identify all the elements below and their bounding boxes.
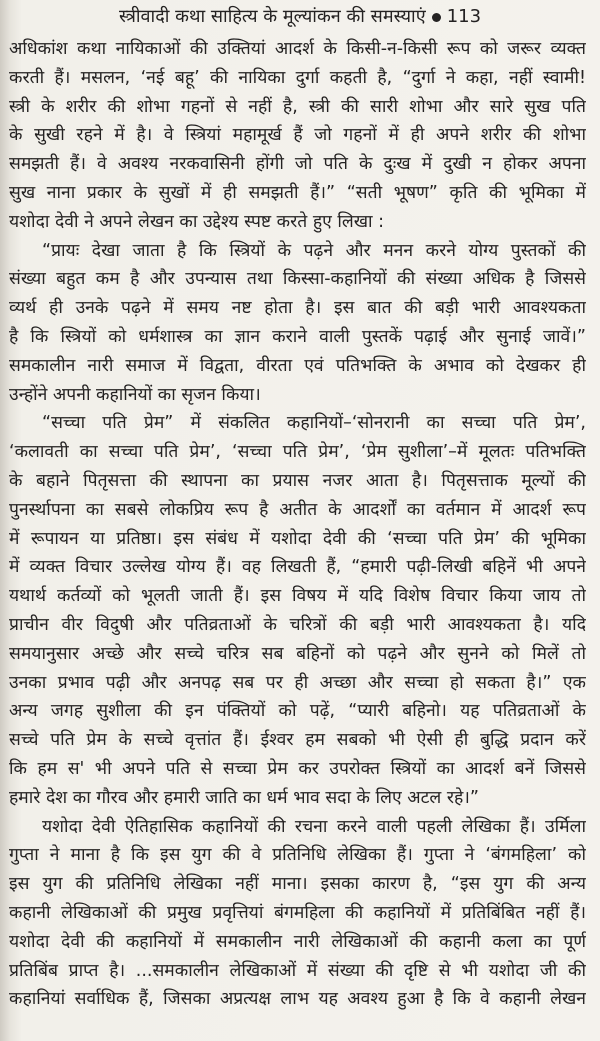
running-header bbox=[0, 4, 600, 30]
text-line: सच्चे पति प्रेम के सच्चे वृत्तांत हैं। ईश्वर हम सबको भी ऐसी ही बुद्धि प्रदान करें bbox=[9, 730, 586, 751]
text-line: यशोदा देवी की कहानियों में समकालीन नारी लेखिकाओं की कहानी कला का पूर्ण bbox=[9, 931, 586, 952]
page-number: 113 bbox=[446, 6, 482, 27]
text-line: समयानुसार अच्छे और सच्चे चरित्र सब बहिनों को पढ़ने और सुनने को मिलें तो bbox=[9, 643, 586, 664]
text-line: उन्होंने अपनी कहानियों का सृजन किया। bbox=[9, 384, 261, 405]
text-line: कि हम स' भी अपने पति से सच्चा प्रेम कर उपरोक्त स्त्रियों का आदर्श बनें जिससे bbox=[9, 758, 586, 779]
text-line: समझती हैं। वे अवश्य नरकवासिनी होंगी जो पति के दुःख में दुखी न होकर अपना bbox=[9, 154, 586, 175]
text-line: यशोदा देवी ऐतिहासिक कहानियों की रचना करने वाली पहली लेखिका हैं। उर्मिला bbox=[42, 816, 586, 837]
page-body-text bbox=[9, 35, 586, 1014]
text-line: करती हैं। मसलन, ‘नई बहू’ की नायिका दुर्गा कहती है, “दुर्गा ने कहा, नहीं स्वामी! bbox=[9, 67, 586, 88]
text-line: समकालीन नारी समाज में विद्वता, वीरता एवं पतिभक्ति के अभाव को देखकर ही bbox=[9, 355, 586, 376]
text-line: के बहाने पितृसत्ता की स्थापना का प्रयास नजर आता है। पितृसत्ताक मूल्यों की bbox=[9, 470, 586, 491]
text-line: यथार्थ कर्तव्यों को भूलती जाती हैं। इस विषय में यदि विशेष विचार किया जाय तो bbox=[9, 586, 586, 607]
text-line: ‘कलावती का सच्चा पति प्रेम’, ‘सच्चा पति प्रेम’, ‘प्रेम सुशीला’–में मूलतः पतिभक्ति bbox=[9, 442, 586, 463]
text-line: व्यर्थ ही उनके पढ़ने में समय नष्ट होता है। इस बात की बड़ी भारी आवश्यकता bbox=[9, 298, 586, 319]
text-line: कहानी लेखिकाओं की प्रमुख प्रवृत्तियां बंगमहिला की कहानियों में प्रतिबिंबित नहीं हैं। bbox=[9, 902, 586, 923]
text-line: प्रतिबिंब प्राप्त है। ...समकालीन लेखिकाओं में संख्या की दृष्टि से भी यशोदा जी की bbox=[9, 960, 586, 981]
text-line: है कि स्त्रियों को धर्मशास्त्र का ज्ञान कराने वाली पुस्तकें पढ़ाई और सुनाई जावें।” bbox=[9, 326, 586, 347]
text-line: अन्य जगह सुशीला की इन पंक्तियों को पढ़ें, “प्यारी बहिनो। यह पतिव्रताओं के bbox=[9, 701, 586, 722]
text-line: गुप्ता ने माना है कि इस युग की वे प्रतिनिधि लेखिका हैं। गुप्ता ने ‘बंगमहिला’ को bbox=[9, 845, 586, 866]
text-line: सुख नाना प्रकार के सुखों में ही समझती हैं।” “सती भूषण” कृति की भूमिका में bbox=[9, 182, 586, 203]
text-line: कहानियां सर्वाधिक हैं, जिसका अप्रत्यक्ष लाभ यह अवश्य हुआ है कि वे कहानी लेखन bbox=[9, 989, 586, 1010]
bullet-separator bbox=[432, 13, 441, 22]
text-line: प्राचीन वीर विदुषी और पतिव्रताओं के चरित्रों की बड़ी भारी आवश्यकता है। यदि bbox=[9, 614, 586, 635]
text-line: “सच्चा पति प्रेम” में संकलित कहानियों–‘सोनरानी का सच्चा पति प्रेम’, bbox=[42, 413, 586, 434]
text-line: के सुखी रहने में है। वे स्त्रियां महामूर्ख हैं जो गहनों में ही अपने शरीर की शोभा bbox=[9, 125, 586, 146]
text-line: “प्रायः देखा जाता है कि स्त्रियों के पढ़ने और मनन करने योग्य पुस्तकों की bbox=[42, 240, 586, 261]
text-line: पुनर्स्थापना का सबसे लोकप्रिय रूप है अतीत के आदर्शों का वर्तमान में आदर्श रूप bbox=[9, 499, 586, 520]
text-line: में रूपायन या प्रतिष्ठा। इस संबंध में यशोदा देवी की ‘सच्चा पति प्रेम’ की भूमिका bbox=[9, 528, 586, 549]
running-title: स्त्रीवादी कथा साहित्य के मूल्यांकन की समस्याएं bbox=[118, 6, 426, 27]
text-line: में व्यक्त विचार उल्लेख योग्य हैं। वह लिखती हैं, “हमारी पढ़ी-लिखी बहिनें भी अपने bbox=[9, 557, 586, 578]
text-line: स्त्री के शरीर की शोभा गहनों से नहीं है, स्त्री की सारी शोभा और सारे सुख पति bbox=[9, 96, 586, 117]
text-line: यशोदा देवी ने अपने लेखन का उद्देश्य स्पष्ट करते हुए लिखा : bbox=[9, 211, 385, 232]
text-line: उनका प्रभाव पढ़ी और अनपढ़ सब पर ही अच्छा और सच्चा हो सकता है।” एक bbox=[9, 672, 586, 693]
text-line: अधिकांश कथा नायिकाओं की उक्तियां आदर्श के किसी-न-किसी रूप को जरूर व्यक्त bbox=[9, 39, 586, 59]
text-line: संख्या बहुत कम है और उपन्यास तथा किस्सा-कहानियों की संख्या अधिक है जिससे bbox=[9, 269, 586, 290]
text-line: इस युग की प्रतिनिधि लेखिका नहीं माना। इसका कारण है, “इस युग की अन्य bbox=[9, 874, 586, 895]
text-line: हमारे देश का गौरव और हमारी जाति का धर्म भाव सदा के लिए अटल रहे।” bbox=[9, 787, 479, 808]
